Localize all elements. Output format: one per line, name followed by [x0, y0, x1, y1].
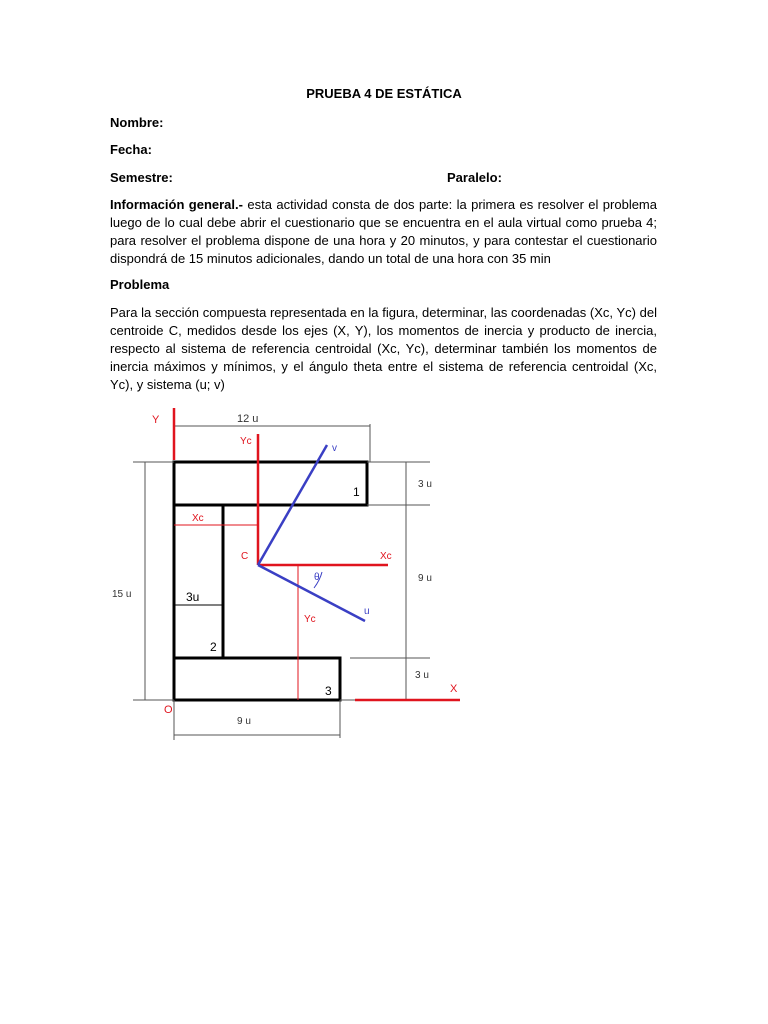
semestre-label: Semestre:	[110, 170, 173, 185]
xc-left-label: Xc	[192, 513, 204, 524]
web-width-label: 3u	[186, 590, 200, 604]
info-text: esta actividad consta de dos parte: la primera es resolver el problema luego de lo cual debe abrir el cuestionario que se encuentra en el aula virtual como prueba 4; para resolver el problema dispone de una hora y 20 minutos, y para contestar el cuestionario dispondrá de 15 minutos adicionales, dando un total de una hora con 35 min	[110, 197, 657, 266]
x-axis-label: X	[450, 683, 458, 695]
yc-top-label: Yc	[240, 436, 252, 447]
part2-label: 2	[210, 640, 217, 654]
section-figure	[0, 400, 768, 750]
dim-left-label: 15 u	[112, 589, 132, 600]
section-diagram	[0, 400, 768, 750]
xc-right-label: Xc	[380, 551, 392, 562]
v-axis-label: v	[332, 443, 337, 454]
fecha-label: Fecha:	[110, 142, 152, 157]
info-label: Información general.-	[110, 197, 243, 212]
red-axes	[174, 408, 460, 700]
centroid-label: C	[241, 551, 249, 562]
yc-bottom-label: Yc	[304, 614, 316, 625]
dim-right-bottom-label: 3 u	[415, 670, 429, 681]
red-thin-lines	[174, 525, 298, 700]
shape-outline	[174, 462, 367, 700]
info-paragraph	[110, 196, 657, 268]
dim-right-mid-label: 9 u	[418, 573, 432, 584]
dim-right-top-label: 3 u	[418, 479, 432, 490]
y-axis-label: Y	[152, 414, 160, 426]
dimension-lines	[133, 424, 430, 740]
blue-axes	[258, 445, 365, 621]
part3-label: 3	[325, 684, 332, 698]
u-axis-line	[258, 565, 365, 621]
nombre-label: Nombre:	[110, 115, 164, 130]
dim-bottom-label: 9 u	[237, 716, 251, 727]
web-left	[174, 505, 223, 658]
theta-label: θ	[314, 572, 320, 583]
document-title: PRUEBA 4 DE ESTÁTICA	[306, 86, 462, 101]
origin-label: O	[164, 704, 173, 716]
u-axis-label: u	[364, 606, 370, 617]
dim-top-label: 12 u	[237, 413, 259, 425]
problema-paragraph: Para la sección compuesta representada en la figura, determinar, las coordenadas (Xc, Yc) del centroide C, medidos desde los ejes (X, Y), los momentos de inercia y producto de inercia, respecto al sistema de referencia centroidal (Xc, Yc), determinar también los momentos de inercia máximos y mínimos, y el ángulo theta entre el sistema de referencia centroidal (Xc, Yc), y sistema (u; v)	[110, 305, 657, 392]
flange-bottom	[174, 658, 340, 700]
part1-label: 1	[353, 485, 360, 499]
flange-top	[174, 462, 367, 505]
problema-heading: Problema	[110, 277, 170, 292]
paralelo-label: Paralelo:	[447, 170, 502, 185]
